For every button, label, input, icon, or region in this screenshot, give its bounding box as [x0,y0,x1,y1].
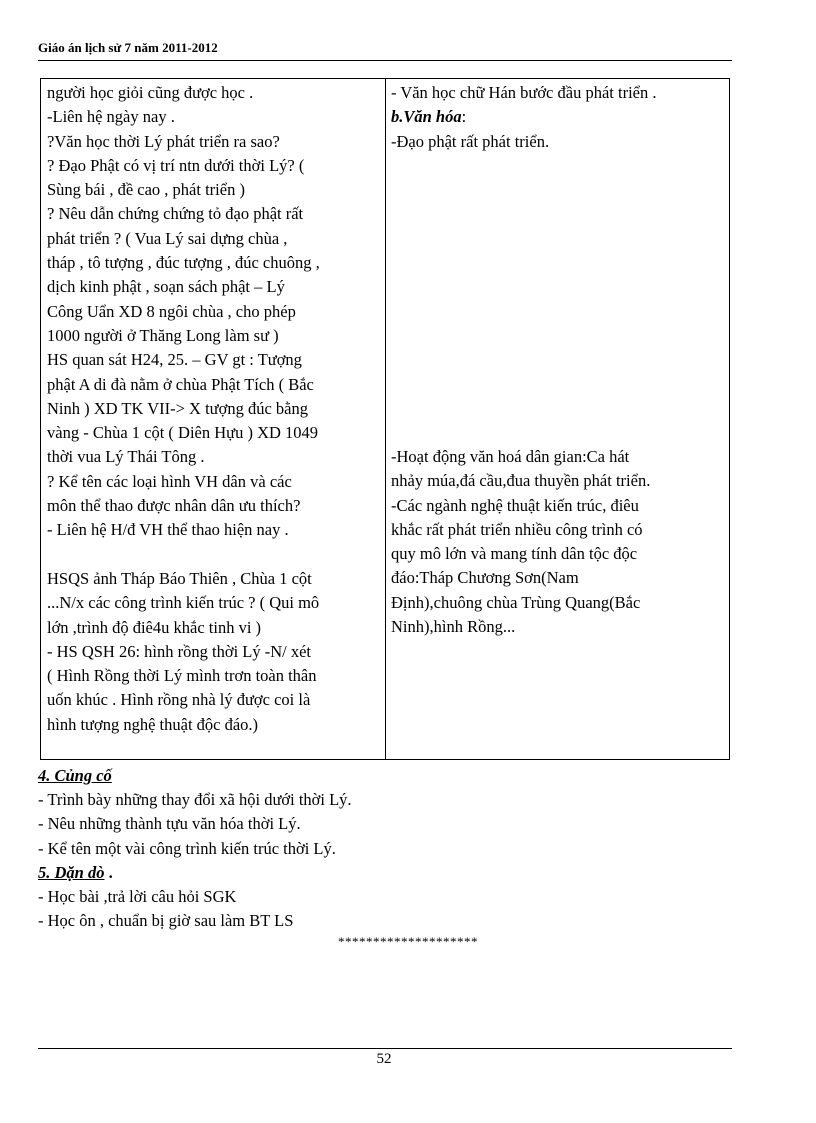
left-line: ? Đạo Phật có vị trí ntn dưới thời Lý? ( [47,155,305,175]
left-line: vàng - Chùa 1 cột ( Diên Hựu ) XD 1049 [47,423,319,443]
right-line: khắc rất phát triển nhiều công trình có [391,519,643,539]
right-line: quy mô lớn và mang tính dân tộc độc [391,544,638,564]
left-line: phát triển ? ( Vua Lý sai dựng chùa , [47,228,288,248]
left-line: ( Hình Rồng thời Lý mình trơn toàn thân [47,666,317,686]
left-line: ?Văn học thời Lý phát triển ra sao? [47,131,280,151]
dando-item: - Học bài ,trả lời câu hỏi SGK [38,887,237,907]
left-line: thời vua Lý Thái Tông . [47,447,205,467]
left-line: uốn khúc . Hình rồng nhà lý được coi là [47,690,311,710]
left-line: người học giỏi cũng được học . [47,83,254,102]
cungco-item: - Kể tên một vài công trình kiến trúc thời Lý. [38,838,336,858]
left-line: lớn ,trình độ điê4u khắc tinh vi ) [47,617,262,637]
left-line: 1000 người ở Thăng Long làm sư ) [47,325,279,345]
page-number: 52 [376,1051,392,1067]
left-line: Sùng bái , đề cao , phát triển ) [47,180,245,200]
right-line: -Đạo phật rất phát triển. [391,131,550,151]
right-line: Định),chuông chùa Trùng Quang(Bắc [391,592,641,612]
left-line: phật A di đà nằm ở chùa Phật Tích ( Bắc [47,374,314,394]
blank-line [47,543,381,567]
right-line: -Các ngành nghệ thuật kiến trúc, điêu [391,495,639,515]
footer-rule [38,1048,732,1049]
left-line: - HS QSH 26: hình rồng thời Lý -N/ xét [47,641,312,661]
column-divider [385,79,386,759]
culture-subheading [391,105,727,129]
right-line: -Hoạt động văn hoá dân gian:Ca hát [391,447,630,466]
right-line: - Văn học chữ Hán bước đầu phát triển . [391,83,657,102]
left-line: Công Uẩn XD 8 ngôi chùa , cho phép [47,301,296,321]
dando-title-suffix: . [104,862,113,882]
lesson-wrapup [38,764,738,933]
content-column [391,81,727,154]
left-line: ? Kể tên các loại hình VH dân và các [47,471,292,491]
page-header-title: Giáo án lịch sử 7 năm 2011-2012 [38,40,218,55]
right-line: đáo:Tháp Chương Sơn(Nam [391,568,579,588]
dando-title: 5. Dặn dò [38,862,105,882]
left-line: HSQS ảnh Tháp Báo Thiên , Chùa 1 cột [47,568,312,588]
dando-item: - Học ôn , chuẩn bị giờ sau làm BT LS [38,911,294,931]
section-heading-dando [38,861,738,885]
left-line: ...N/x các công trình kiến trúc ? ( Qui mô [47,593,320,613]
right-line: Ninh),hình Rồng... [391,617,516,637]
left-line: môn thể thao được nhân dân ưu thích? [47,496,301,516]
cungco-item: - Trình bày những thay đổi xã hội dưới thời Lý. [38,790,352,810]
culture-subheading-colon: : [461,107,467,127]
cungco-item: - Nêu những thành tựu văn hóa thời Lý. [38,814,301,834]
cungco-title: 4. Củng cố [38,766,112,785]
left-line: Ninh ) XD TK VII-> X tượng đúc bằng [47,398,308,418]
left-line: HS quan sát H24, 25. – GV gt : Tượng [47,350,302,370]
section-heading-cungco [38,764,738,788]
header-rule [38,60,732,61]
left-line: dịch kinh phật , soạn sách phật – Lý [47,277,285,297]
left-line: tháp , tô tượng , đúc tượng , đúc chuông , [47,253,320,273]
left-line: -Liên hệ ngày nay . [47,107,175,127]
left-line: - Liên hệ H/đ VH thể thao hiện nay . [47,520,289,540]
left-line: ? Nêu dẫn chứng chứng tỏ đạo phật rất [47,204,304,224]
section-separator: ******************** [338,934,478,949]
teacher-activity-column [47,81,381,737]
lesson-table [40,78,730,760]
left-line: hình tượng nghệ thuật độc đáo.) [47,714,259,734]
right-line: nhảy múa,đá cầu,đua thuyền phát triển. [391,471,651,491]
content-column-lower [391,445,727,639]
culture-subheading-text: b.Văn hóa [391,107,462,127]
